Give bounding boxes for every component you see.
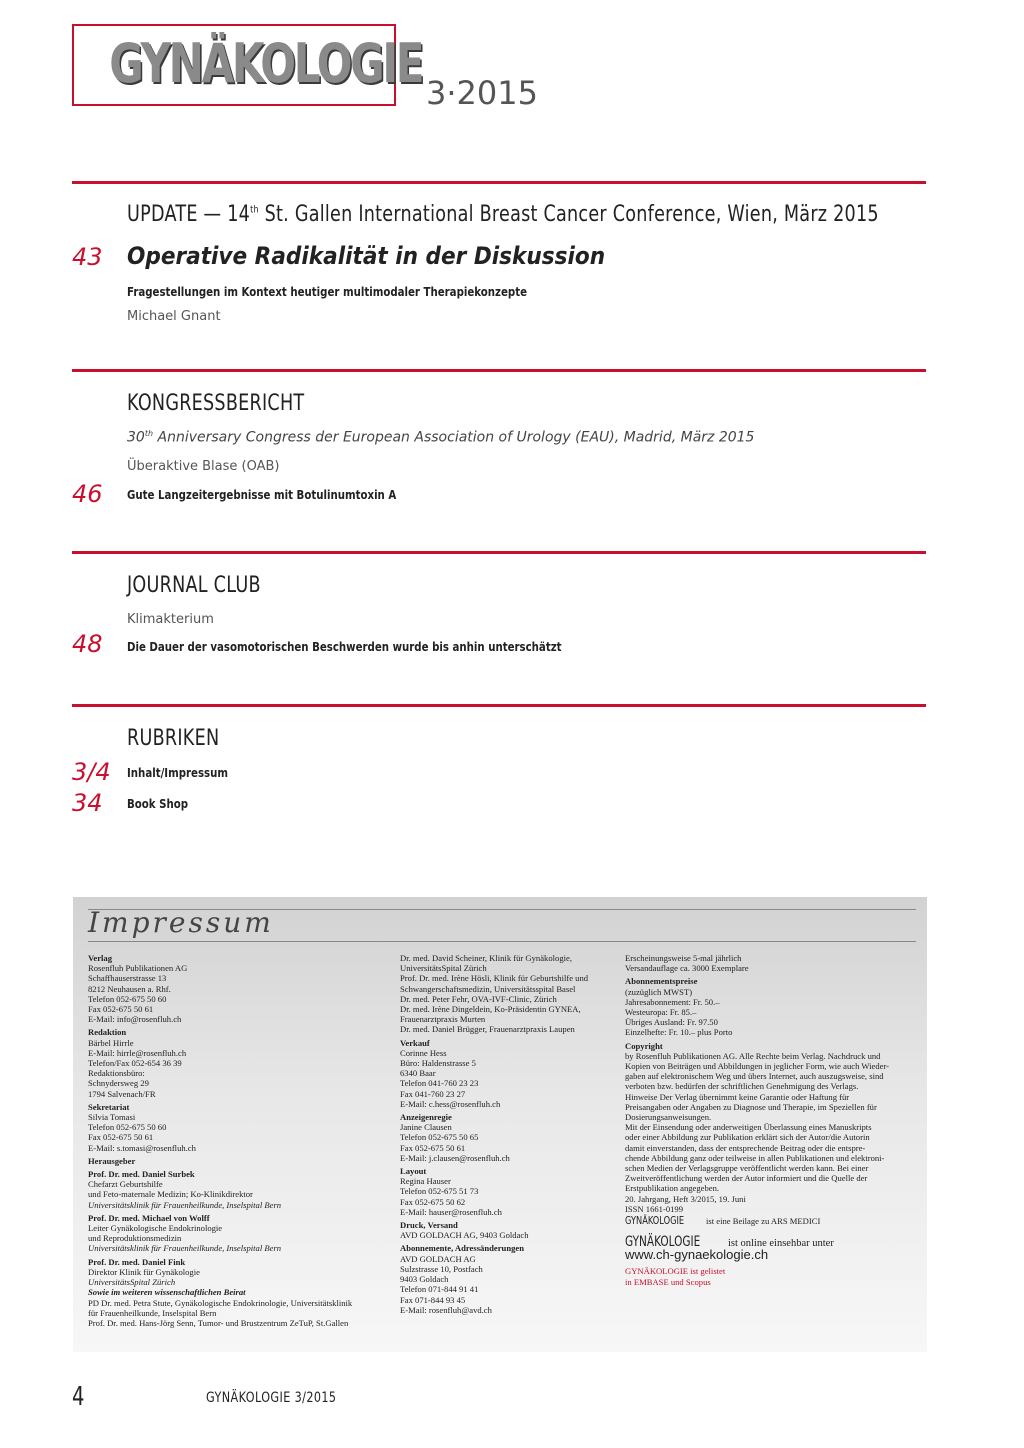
impressum-line: Übriges Ausland: Fr. 97.50: [625, 1017, 718, 1028]
impressum-line: Jahresabonnement: Fr. 50.–: [625, 996, 720, 1007]
impressum-line: Telefon 071-844 91 41: [400, 1284, 479, 1295]
impressum-line: Telefon 052-675 50 60: [88, 1122, 167, 1133]
impressum-line: UniversitätsSpital Zürich: [400, 963, 487, 974]
page-number-rubrik: 34: [72, 789, 103, 817]
section-divider: [72, 551, 926, 554]
impressum-line: Fax 041-760 23 27: [400, 1088, 466, 1099]
impressum-line: Prof. Dr. med. Daniel Surbek: [88, 1169, 195, 1180]
impressum-line: damit einverstanden, dass der entsprechende Beitrag oder die entspre-: [625, 1142, 866, 1153]
impressum-line: Chefarzt Geburtshilfe: [88, 1179, 163, 1190]
impressum-line: Redaktionsbüro:: [88, 1068, 145, 1079]
impressum-line: Dr. med. Irène Dingeldein, Ko-Präsidentin GYNEA,: [400, 1004, 581, 1015]
impressum-line: Telefon 052-675 50 60: [88, 993, 167, 1004]
impressum-line: chende Abbildung ganz oder teilweise in allen Publikationen und elektroni-: [625, 1152, 885, 1163]
beilage-line: [625, 1216, 925, 1226]
page-number-update: 43: [72, 243, 103, 271]
kongress-event: 30th Anniversary Congress der European Association of Urology (EAU), Madrid, März 2015: [127, 429, 755, 446]
online-text: ist online einsehbar unter: [727, 1238, 834, 1250]
impressum-line: oder einer Abbildung zur Publikation erklärt sich der Autor/die Autorin: [625, 1132, 870, 1143]
impressum-line: PD Dr. med. Petra Stute, Gynäkologische Endokrinologie, Universitätsklinik: [88, 1297, 353, 1308]
impressum-line: Einzelhefte: Fr. 10.– plus Porto: [625, 1027, 733, 1038]
gelistet-line-1: GYNÄKOLOGIE ist gelistet: [625, 1266, 726, 1277]
issue-number: 3·2015: [426, 74, 538, 112]
impressum-line: und Feto-maternale Medizin; Ko-Klinikdirektor: [88, 1189, 253, 1200]
impressum-line: 8212 Neuhausen a. Rhf.: [88, 983, 171, 994]
page-number-journal: 48: [72, 630, 103, 658]
impressum-line: Erscheinungsweise 5-mal jährlich: [625, 953, 742, 963]
section-heading-update: UPDATE — 14th St. Gallen International Breast Cancer Conference, Wien, März 2015: [127, 202, 879, 227]
impressum-line: Frauenarztpraxis Murten: [400, 1014, 486, 1025]
impressum-line: Rosenfluh Publikationen AG: [88, 963, 188, 974]
impressum-line: Schnydersweg 29: [88, 1078, 149, 1089]
impressum-line: Fax 052-675 50 61: [400, 1142, 466, 1153]
impressum-line: Dosierungsanweisungen.: [625, 1112, 712, 1123]
beilage-brand: GYNÄKOLOGIE: [625, 1214, 685, 1228]
impressum-line: E-Mail: info@rosenfluh.ch: [88, 1014, 182, 1025]
impressum-line: by Rosenfluh Publikationen AG. Alle Rechte beim Verlag. Nachdruck und: [625, 1050, 881, 1061]
article-author-update: Michael Gnant: [127, 309, 221, 324]
kongress-topic: Überaktive Blase (OAB): [127, 459, 280, 474]
impressum-line: E-Mail: s.tomasi@rosenfluh.ch: [88, 1142, 196, 1153]
impressum-line: Büro: Haldenstrasse 5: [400, 1058, 476, 1069]
online-line: [625, 1236, 925, 1250]
impressum-line: Telefon 041-760 23 23: [400, 1078, 479, 1089]
impressum-line: (zuzüglich MWST): [625, 986, 693, 997]
section-heading-journal: JOURNAL CLUB: [127, 573, 261, 598]
impressum-column-3: [625, 953, 925, 1287]
impressum-line: 20. Jahrgang, Heft 3/2015, 19. Juni: [625, 1193, 746, 1204]
impressum-column-2: [400, 953, 610, 1315]
impressum-line: Silvia Tomasi: [88, 1112, 136, 1123]
impressum-line: Druck, Versand: [400, 1220, 458, 1231]
impressum-line: Sekretariat: [88, 1101, 130, 1112]
impressum-line: Versandauflage ca. 3000 Exemplare: [625, 963, 749, 974]
impressum-line: und Reproduktionsmedizin: [88, 1233, 182, 1244]
impressum-line: schen Medien der Verlagsgruppe veröffentlicht werden kann. Bei einer: [625, 1163, 869, 1174]
impressum-line: Prof. Dr. med. Michael von Wolff: [88, 1212, 210, 1223]
impressum-line: Corinne Hess: [400, 1047, 447, 1058]
impressum-line: Hinweise Der Verlag übernimmt keine Garantie oder Haftung für: [625, 1091, 850, 1102]
section-divider: [72, 181, 926, 184]
article-title-journal[interactable]: Die Dauer der vasomotorischen Beschwerden wurde bis anhin unterschätzt: [127, 640, 562, 654]
gelistet-line-2: in EMBASE und Scopus: [625, 1276, 711, 1287]
impressum-line: E-Mail: rosenfluh@avd.ch: [400, 1304, 492, 1315]
impressum-line: Westeuropa: Fr. 85.–: [625, 1007, 697, 1018]
impressum-line: Fax 071-844 93 45: [400, 1294, 466, 1305]
section-divider: [72, 704, 926, 707]
impressum-line: Leiter Gynäkologische Endokrinologie: [88, 1223, 223, 1234]
impressum-line: Kopien von Beiträgen und Abbildungen in jeglicher Form, wie auch Wieder-: [625, 1061, 889, 1072]
website-link[interactable]: www.ch-gynaekologie.ch: [625, 1247, 769, 1263]
impressum-line: Sulzstrasse 10, Postfach: [400, 1263, 483, 1274]
impressum-line: Mit der Einsendung oder anderweitigen Überlassung eines Manuskripts: [625, 1122, 872, 1133]
impressum-title: Impressum: [88, 906, 274, 939]
footer-page-number: 4: [72, 1382, 85, 1412]
rubrik-item[interactable]: Book Shop: [127, 797, 189, 811]
impressum-line: Dr. med. Peter Fehr, OVA-IVF-Clinic, Zürich: [400, 993, 557, 1004]
impressum-line: Dr. med. David Scheiner, Klinik für Gynäkologie,: [400, 953, 572, 963]
impressum-line: Copyright: [625, 1040, 663, 1051]
impressum-line: Verkauf: [400, 1037, 430, 1048]
impressum-line: Preisangaben oder Angaben zu Diagnose und Therapie, im Speziellen für: [625, 1101, 877, 1112]
impressum-line: Fax 052-675 50 61: [88, 1004, 154, 1015]
impressum-line: Verlag: [88, 953, 113, 963]
section-heading-rubriken: RUBRIKEN: [127, 726, 220, 751]
page-number-kongress: 46: [72, 480, 103, 508]
impressum-line: Layout: [400, 1166, 427, 1177]
impressum-line: Anzeigenregie: [400, 1112, 452, 1123]
journal-topic: Klimakterium: [127, 612, 214, 627]
impressum-line: E-Mail: hirrle@rosenfluh.ch: [88, 1047, 187, 1058]
impressum-line: Universitätsklinik für Frauenheilkunde, Inselspital Bern: [88, 1199, 282, 1210]
impressum-line: AVD GOLDACH AG: [400, 1253, 476, 1264]
impressum-line: E-Mail: hauser@rosenfluh.ch: [400, 1206, 502, 1217]
impressum-line: Herausgeber: [88, 1155, 136, 1166]
impressum-column-3-list: [625, 953, 925, 1214]
impressum-line: Dr. med. Daniel Brügger, Frauenarztpraxis Laupen: [400, 1024, 575, 1035]
rubrik-item[interactable]: Inhalt/Impressum: [127, 766, 229, 780]
online-brand: GYNÄKOLOGIE: [625, 1234, 701, 1251]
impressum-line: ISSN 1661-0199: [625, 1203, 684, 1214]
impressum-rule: [88, 941, 916, 942]
impressum-line: 6340 Baar: [400, 1068, 436, 1079]
footer-journal-issue: GYNÄKOLOGIE 3/2015: [206, 1390, 337, 1406]
journal-logo-text: GYNÄKOLOGIE: [109, 32, 423, 95]
impressum-line: Telefon/Fax 052-654 36 39: [88, 1058, 182, 1069]
impressum-line: Telefon 052-675 51 73: [400, 1186, 479, 1197]
impressum-line: Redaktion: [88, 1027, 127, 1038]
section-heading-kongress: KONGRESSBERICHT: [127, 391, 305, 416]
impressum-line: Bärbel Hirrle: [88, 1037, 134, 1048]
impressum-line: für Frauenheilkunde, Inselspital Bern: [88, 1307, 217, 1318]
article-subtitle-update: Fragestellungen im Kontext heutiger multimodaler Therapiekonzepte: [127, 285, 528, 299]
section-divider: [72, 369, 926, 372]
impressum-line: Schwangerschaftsmedizin, Universitätsspital Basel: [400, 983, 576, 994]
impressum-line: 9403 Goldach: [400, 1274, 449, 1285]
impressum-line: AVD GOLDACH AG, 9403 Goldach: [400, 1230, 529, 1241]
impressum-line: Telefon 052-675 50 65: [400, 1132, 479, 1143]
impressum-column-1: [88, 953, 388, 1328]
impressum-line: 1794 Salvenach/FR: [88, 1088, 156, 1099]
article-title-kongress[interactable]: Gute Langzeitergebnisse mit Botulinumtoxin A: [127, 488, 397, 502]
impressum-line: Universitätsklinik für Frauenheilkunde, Inselspital Bern: [88, 1243, 282, 1254]
impressum-line: Schaffhauserstrasse 13: [88, 973, 167, 984]
impressum-line: Janine Clausen: [400, 1122, 452, 1133]
impressum-line: Prof. Dr. med. Daniel Fink: [88, 1256, 186, 1267]
impressum-line: Prof. Dr. med. Hans-Jörg Senn, Tumor- und Brustzentrum ZeTuP, St.Gallen: [88, 1317, 349, 1328]
beilage-text: ist eine Beilage zu ARS MEDICI: [706, 1216, 821, 1227]
impressum-line: Fax 052-675 50 61: [88, 1132, 154, 1143]
impressum-line: Direktor Klinik für Gynäkologie: [88, 1266, 200, 1277]
article-title-update[interactable]: Operative Radikalität in der Diskussion: [127, 242, 606, 270]
impressum-line: Regina Hauser: [400, 1176, 451, 1187]
impressum-line: E-Mail: c.hess@rosenfluh.ch: [400, 1098, 501, 1109]
impressum-line: E-Mail: j.clausen@rosenfluh.ch: [400, 1152, 510, 1163]
impressum-line: Erstpublikation angegeben.: [625, 1183, 720, 1194]
impressum-line: verboten bzw. bedürfen der schriftlichen Genehmigung des Verlags.: [625, 1081, 859, 1092]
impressum-line: UniversitätsSpital Zürich: [88, 1277, 176, 1288]
impressum-line: Zweitveröffentlichung werden der Autor informiert und die Quelle der: [625, 1173, 868, 1184]
impressum-line: Fax 052-675 50 62: [400, 1196, 466, 1207]
impressum-line: Sowie im weiteren wissenschaftlichen Beirat: [88, 1287, 246, 1298]
impressum-line: Abonnemente, Adressänderungen: [400, 1243, 524, 1254]
impressum-line: Abonnementspreise: [625, 976, 698, 987]
journal-logo: [72, 24, 423, 106]
impressum-line: Prof. Dr. med. Irène Hösli, Klinik für Geburtshilfe und: [400, 973, 589, 984]
page-number-rubrik: 3/4: [72, 758, 111, 786]
impressum-line: gaben auf elektronischem Weg und übers Internet, auch auszugsweise, sind: [625, 1071, 884, 1082]
